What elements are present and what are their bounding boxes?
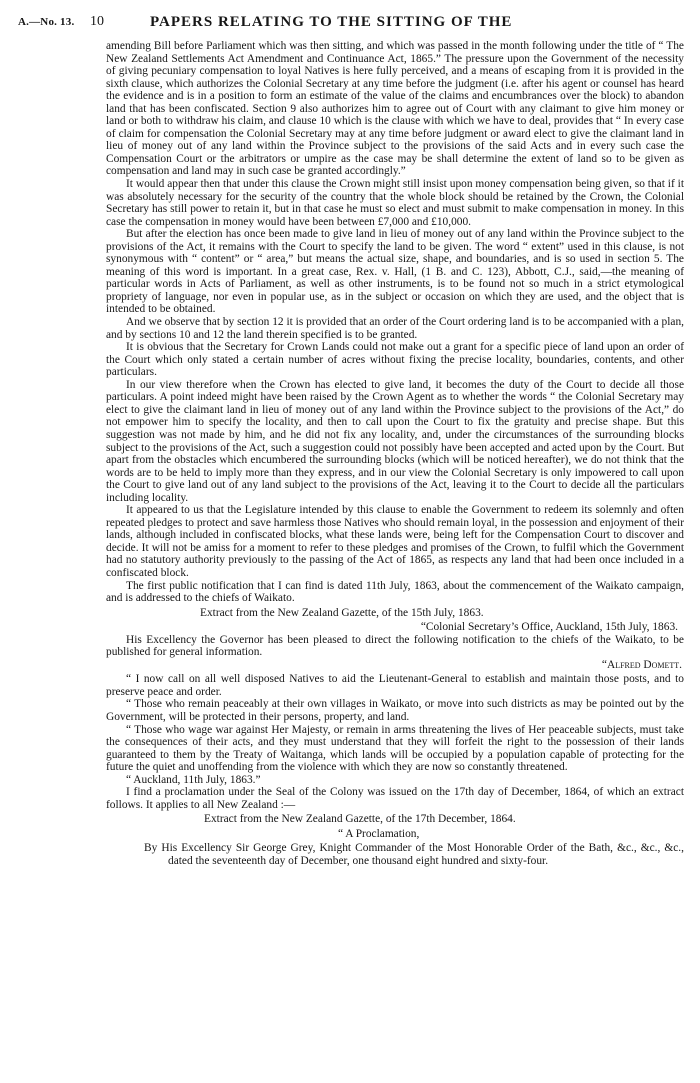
paragraph: It is obvious that the Secretary for Crown Lands could not make out a grant for a specific piece of land upon an order of the Court which only stated a certain number of acres without fixing the precise locality, boundaries, contents, and other particulars. <box>106 341 684 379</box>
paragraph: Extract from the New Zealand Gazette, of the 17th December, 1864. <box>204 813 516 826</box>
paragraph: “ Those who wage war against Her Majesty, or remain in arms threatening the lives of Her peaceable subjects, must take the consequences of their acts, and they must understand that they will forfeit the right to the possession of their lands guaranteed to them by the Treaty of Waitanga, which lands will be occupied by a population capable of protecting for the future the quiet and unoffending from the violence with which they are now so constantly threatened. <box>106 723 684 774</box>
paragraph: “ I now call on all well disposed Natives to aid the Lieutenant-General to establish and maintain those posts, and to preserve peace and order. <box>106 673 684 698</box>
paragraph: In our view therefore when the Crown has elected to give land, it becomes the duty of the Court to decide all those particulars. A point indeed might have been raised by the Crown Agent as to whether the words “ the Colonial Secretary may elect to give the claimant land in lieu of money out of any land within the Province subject to the provisions of the Act,” do not empower him to specify the locality, and then to call upon the Court to fix the gratuity and precise shape. But this suggestion was not made by him, and he did not fix any locality, and, under the circumstances of the surrounding blocks subject to the provisions of the Act, such a suggestion could not possibly have been accepted and acted upon by the Court. But apart from the obstacles which encumbered the surrounding blocks (which will be noticed hereafter), we do not think that the words are to be held to imply more than they express, and in our view the Colonial Secretary is only impowered to call upon the Court to give land out of any land subject to the provisions of the Act, leaving it to the Court to decide all the particulars including locality. <box>106 378 684 504</box>
paragraph: I find a proclamation under the Seal of the Colony was issued on the 17th day of December, 1864, of which an extract follows. It applies to all New Zealand :— <box>106 786 684 811</box>
paragraph: His Excellency the Governor has been pleased to direct the following notification to the chiefs of the Waikato, to be published for general information. <box>106 633 684 659</box>
paragraph: Extract from the New Zealand Gazette, of the 15th July, 1863. <box>200 606 484 619</box>
paragraph: “Colonial Secretary’s Office, Auckland, 15th July, 1863. <box>420 621 678 634</box>
paragraph: And we observe that by section 12 it is provided that an order of the Court ordering land is to be accompanied with a plan, and by sections 10 and 12 the land therein specified is to be granted. <box>106 316 684 341</box>
paragraph: “ Auckland, 11th July, 1863.” <box>126 773 261 786</box>
running-title: PAPERS RELATING TO THE SITTING OF THE <box>150 14 513 30</box>
document-reference: A.—No. 13. <box>18 16 75 28</box>
paragraph: “ A Proclamation, <box>338 827 420 840</box>
paragraph: “ Those who remain peaceably at their own villages in Waikato, or move into such districts as may be pointed out by the Government, will be protected in their persons, property, and land. <box>106 698 684 723</box>
paragraph: But after the election has once been made to give land in lieu of money out of any land within the Province subject to the provisions of the Act, it remains with the Court to specify the land to be given. The word “ extent” used in this clause, is not synonymous with “ content” or “ area,” but means the actual size, shape, and boundaries, and is so used in section 5. The meaning of this word is important. In a great case, Rex. v. Hall, (1 B. and C. 123), Abbott, C.J., said,—the meaning of particular words in Acts of Parliament, as well as other instruments, is to be found not so much in a strict etymological propriety of language, nor even in popular use, as in the subject or occasion on which they are used, and the object that is intended to be obtained. <box>106 228 684 316</box>
page-number: 10 <box>90 14 104 29</box>
paragraph: “Alfred Domett. <box>601 658 682 671</box>
paragraph: It would appear then that under this clause the Crown might still insist upon money compensation being given, so that if it was absolutely necessary for the security of the country that the whole block should be retained by the Crown, the Colonial Secretary has still power to retain it, but in that case he must so elect and must submit to make compensation in money. In this case the compensation in money would have been between £7,000 and £10,000. <box>106 178 684 228</box>
document-body <box>106 40 684 868</box>
paragraph: By His Excellency Sir George Grey, Knight Commander of the Most Honorable Order of the Bath, &c., &c., &c., dated the seventeenth day of December, one thousand eight hundred and sixty-four. <box>144 842 684 867</box>
running-header <box>18 12 684 34</box>
paragraph: The first public notification that I can find is dated 11th July, 1863, about the commencement of the Waikato campaign, and is addressed to the chiefs of Waikato. <box>106 579 684 605</box>
paragraph: It appeared to us that the Legislature intended by this clause to enable the Government to redeem its solemnly and often repeated pledges to protect and save harmless those Natives who should remain loyal, in the possession and enjoyment of their lands, although included in confiscated blocks, what these lands were, being left for the Compensation Court to discover and decide. It will not be amiss for a moment to refer to these pledges and promises of the Crown, to fulfil which the Government had no statutory authority previously to the passing of the Act of 1865, as respects any land that had been once included in a confiscated block. <box>106 504 684 579</box>
paragraph: amending Bill before Parliament which was then sitting, and which was passed in the month following under the title of “ The New Zealand Settlements Act Amendment and Continuance Act, 1865.” The pressure upon the Government of the necessity of giving pecuniary compensation to loyal Natives is here fully perceived, and a means of escaping from it is provided in the sixth clause, which authorizes the Colonial Secretary at any time before the judgment (i.e. after his agent or counsel has heard the evidence and is in a position to form an estimate of the value of the claims and encumbrances over the block) to abandon land that has been confiscated. Section 9 also authorizes him to agree out of Court with any claimant to give him money or land or both to withdraw his claim, and clause 10 which is the clause with which we have to deal, provides that “ In every case of claim for compensation the Colonial Secretary may at any time before judgment or award elect to give the claimant land in lieu of money out of any land within the Province subject to the provisions of the said Acts and in every such case the Compensation Court or the arbitrators or umpire as the case may be shall determine the extent of land so to be given as compensation and land may in such case be granted accordingly.” <box>106 40 684 178</box>
